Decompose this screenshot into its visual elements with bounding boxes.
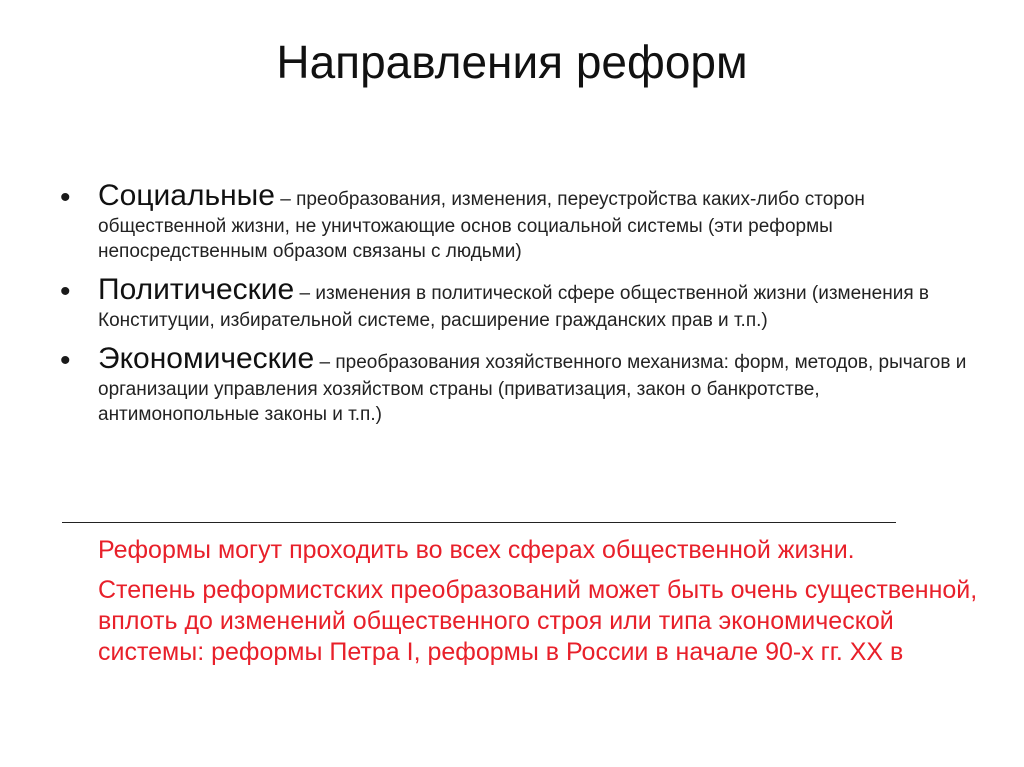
- bullet-dash: –: [274, 189, 297, 210]
- bullet-list: [56, 178, 976, 435]
- note-text: Степень реформистских преобразований может быть очень существенной, вплоть до изменений общественного строя или типа экономической системы: реформы Петра I, реформы в России в начале 90-х гг. XX в: [98, 576, 978, 666]
- bullet-dash: –: [294, 283, 316, 304]
- bullet-term: Политические: [98, 273, 295, 306]
- bullet-dash: –: [314, 352, 336, 373]
- bullet-icon: •: [60, 344, 71, 377]
- bullet-item-social: [56, 178, 976, 264]
- bullet-item-economic: [56, 341, 976, 427]
- bullet-item-political: [56, 272, 976, 333]
- bullet-term: Социальные: [98, 179, 275, 212]
- notes-block: [98, 535, 978, 677]
- bullet-icon: •: [60, 275, 71, 308]
- bullet-term: Экономические: [98, 342, 315, 375]
- divider-line: [62, 522, 896, 523]
- bullet-description: преобразования, изменения, переустройства каких-либо сторон общественной жизни, не уничтожающие основ социальной системы (эти реформы непосредственным образом связаны с людьми): [98, 189, 865, 262]
- bullet-description: преобразования хозяйственного механизма: форм, методов, рычагов и организации управления хозяйством страны (приватизация, закон о банкротстве, антимонопольные законы и т.п.): [98, 352, 967, 425]
- slide-title: Направления реформ: [276, 36, 748, 88]
- note-text: Реформы могут проходить во всех сферах общественной жизни.: [98, 536, 855, 564]
- bullet-description: изменения в политической сфере общественной жизни (изменения в Конституции, избирательной системе, расширение гражданских прав и т.п.): [98, 283, 929, 331]
- bullet-icon: •: [60, 181, 71, 214]
